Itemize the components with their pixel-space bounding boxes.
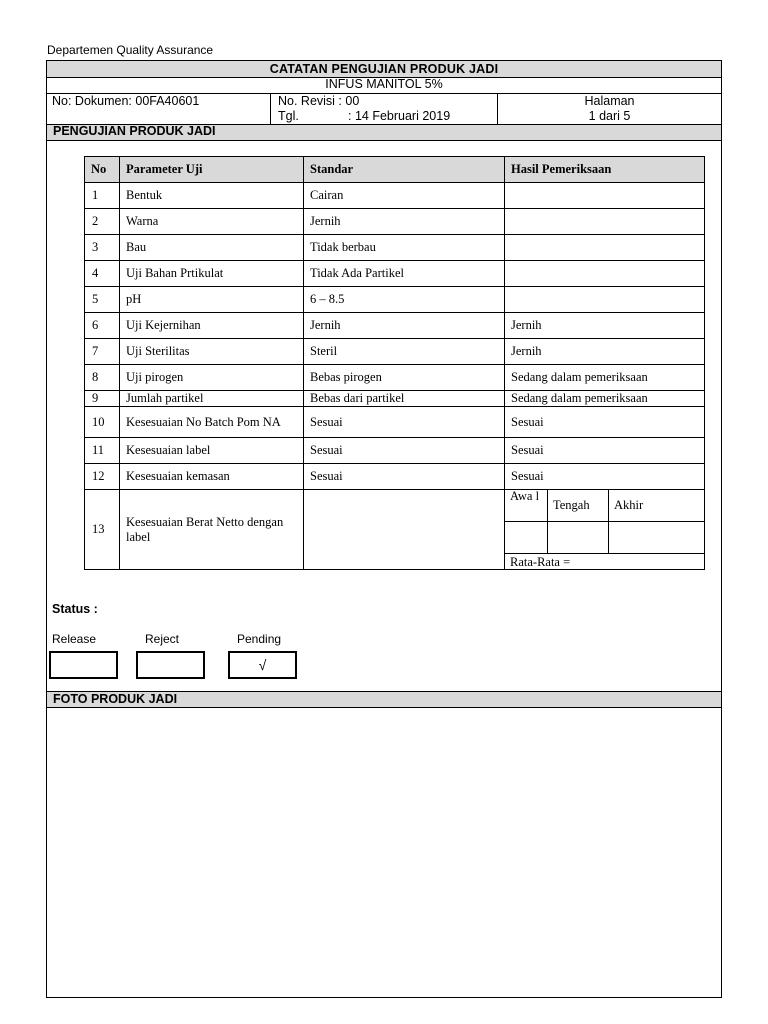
row-standard: Sesuai [304, 438, 505, 464]
table-row [85, 287, 705, 313]
table-row [85, 438, 705, 464]
table-row [85, 391, 705, 407]
weight-tengah-value[interactable] [548, 521, 609, 553]
table-row [85, 235, 705, 261]
table-row [85, 464, 705, 490]
row-parameter: Kesesuaian Berat Netto dengan label [120, 490, 304, 570]
row-result[interactable] [505, 287, 705, 313]
weight-subtable-cell [505, 490, 705, 570]
row-parameter: pH [120, 287, 304, 313]
row-standard: Jernih [304, 209, 505, 235]
document-number: No: Dokumen: 00FA40601 [52, 94, 200, 108]
row-no: 13 [85, 490, 120, 570]
row-no: 6 [85, 313, 120, 339]
weight-akhir-value[interactable] [609, 521, 705, 553]
row-parameter: Jumlah partikel [120, 391, 304, 407]
row-no: 8 [85, 365, 120, 391]
table-row [85, 313, 705, 339]
header-no: No [85, 157, 120, 183]
row-result[interactable] [505, 209, 705, 235]
row-standard: Jernih [304, 313, 505, 339]
row-parameter: Bau [120, 235, 304, 261]
table-row [85, 261, 705, 287]
weight-awal-label: Awa l [505, 490, 548, 521]
table-row [85, 183, 705, 209]
row-standard [304, 490, 505, 570]
row-result[interactable]: Sesuai [505, 438, 705, 464]
page-value: 1 dari 5 [588, 109, 631, 123]
row-standard: Sesuai [304, 464, 505, 490]
row-no: 7 [85, 339, 120, 365]
row-no: 10 [85, 407, 120, 438]
row-no: 12 [85, 464, 120, 490]
document-frame [46, 60, 722, 998]
document-title: CATATAN PENGUJIAN PRODUK JADI [269, 62, 499, 76]
row-result[interactable] [505, 183, 705, 209]
pending-checkbox[interactable]: √ [228, 651, 297, 679]
row-no: 11 [85, 438, 120, 464]
row-standard: Bebas pirogen [304, 365, 505, 391]
weight-subtable [505, 490, 704, 569]
row-parameter: Uji Kejernihan [120, 313, 304, 339]
weight-akhir-label: Akhir [609, 490, 705, 521]
product-name: INFUS MANITOL 5% [325, 77, 443, 91]
table-row-13 [85, 490, 705, 570]
table-row [85, 339, 705, 365]
row-parameter: Kesesuaian kemasan [120, 464, 304, 490]
row-result[interactable] [505, 261, 705, 287]
department-label: Departemen Quality Assurance [47, 43, 214, 57]
weight-tengah-label: Tengah [548, 490, 609, 521]
table-row [85, 365, 705, 391]
row-parameter: Warna [120, 209, 304, 235]
header-standard: Standar [304, 157, 505, 183]
row-standard: Bebas dari partikel [304, 391, 505, 407]
row-result[interactable]: Jernih [505, 313, 705, 339]
row-no: 3 [85, 235, 120, 261]
release-label: Release [52, 632, 97, 646]
row-standard: Sesuai [304, 407, 505, 438]
reject-checkbox[interactable] [136, 651, 205, 679]
row-no: 5 [85, 287, 120, 313]
table-row [85, 209, 705, 235]
row-result[interactable]: Jernih [505, 339, 705, 365]
section2-title: FOTO PRODUK JADI [53, 692, 178, 706]
row-parameter: Uji Sterilitas [120, 339, 304, 365]
header-parameter: Parameter Uji [120, 157, 304, 183]
row-result[interactable]: Sedang dalam pemeriksaan [505, 391, 705, 407]
table-header-row [85, 157, 705, 183]
row-no: 9 [85, 391, 120, 407]
pending-label: Pending [237, 632, 282, 646]
test-table [84, 156, 705, 570]
weight-average[interactable]: Rata-Rata = [510, 554, 571, 569]
row-standard: Tidak Ada Partikel [304, 261, 505, 287]
row-parameter: Uji pirogen [120, 365, 304, 391]
row-result[interactable]: Sesuai [505, 407, 705, 438]
row-result[interactable]: Sesuai [505, 464, 705, 490]
row-parameter: Uji Bahan Prtikulat [120, 261, 304, 287]
row-parameter: Bentuk [120, 183, 304, 209]
product-photo-area[interactable] [47, 708, 721, 997]
row-standard: Cairan [304, 183, 505, 209]
row-standard: Steril [304, 339, 505, 365]
row-no: 1 [85, 183, 120, 209]
row-standard: Tidak berbau [304, 235, 505, 261]
header-result: Hasil Pemeriksaan [505, 157, 705, 183]
date-value: : 14 Februari 2019 [348, 109, 451, 123]
weight-awal-value[interactable] [505, 521, 548, 553]
date-label: Tgl. [278, 109, 299, 123]
table-row [85, 407, 705, 438]
row-no: 4 [85, 261, 120, 287]
status-label: Status : [52, 602, 98, 616]
row-result[interactable]: Sedang dalam pemeriksaan [505, 365, 705, 391]
release-checkbox[interactable] [49, 651, 118, 679]
section1-title: PENGUJIAN PRODUK JADI [53, 124, 216, 138]
row-standard: 6 – 8.5 [304, 287, 505, 313]
revision-number: No. Revisi : 00 [278, 94, 360, 108]
row-parameter: Kesesuaian label [120, 438, 304, 464]
reject-label: Reject [145, 632, 180, 646]
row-no: 2 [85, 209, 120, 235]
row-result[interactable] [505, 235, 705, 261]
row-parameter: Kesesuaian No Batch Pom NA [120, 407, 304, 438]
page-label: Halaman [584, 94, 635, 108]
